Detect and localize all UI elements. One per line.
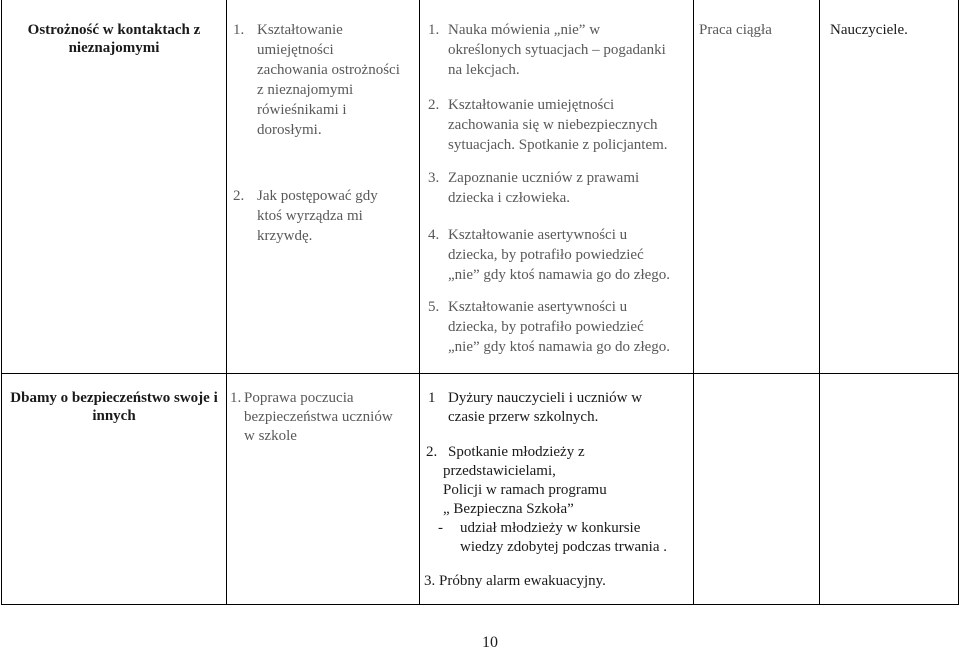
task-number: 3. [428,170,440,186]
table-border-right [958,0,959,604]
table-border-bottom [1,604,959,605]
task-number: 1 [428,390,436,406]
task-number: 1. [428,22,440,38]
task-number: 2. [426,444,438,460]
task-item: 3. Próbny alarm ewakuacyjny. [424,573,606,589]
goal-number: 1. [230,390,242,406]
goal-number: 2. [233,188,245,204]
page-number: 10 [482,634,498,651]
table-border-left [1,0,2,604]
dash-marker: - [438,520,443,536]
task-number: 4. [428,227,440,243]
row-divider [1,373,959,374]
goal-number: 1. [233,22,245,38]
column-divider [693,0,694,604]
task-number: 2. [428,97,440,113]
term-cell: Praca ciągła [699,22,772,38]
topic-cell: Dbamy o bezpieczeństwo swoje i innych [10,390,218,424]
column-divider [819,0,820,604]
topic-cell: Ostrożność w kontaktach z nieznajomymi [27,22,201,56]
responsible-cell: Nauczyciele. [830,22,908,38]
column-divider [226,0,227,604]
column-divider [419,0,420,604]
task-number: 5. [428,299,440,315]
